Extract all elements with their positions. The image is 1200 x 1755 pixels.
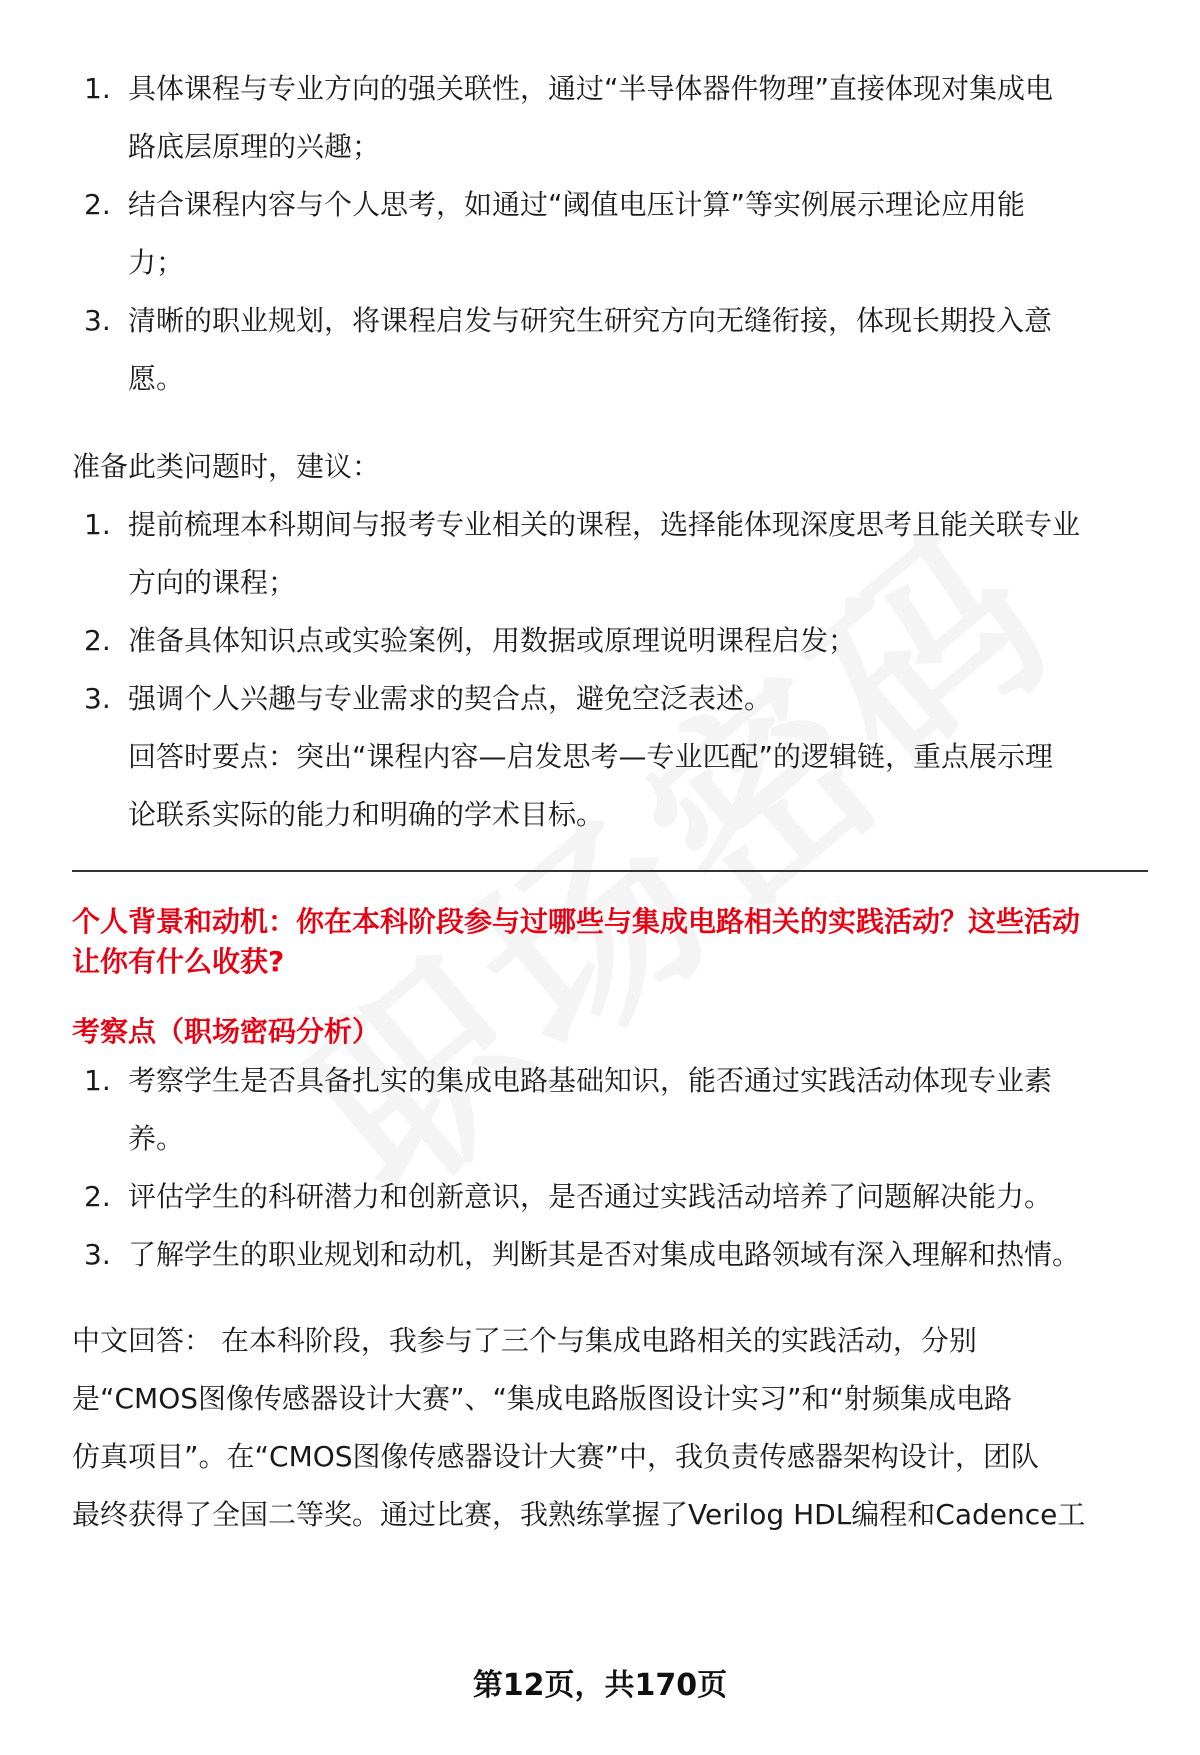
list-number: 2. <box>84 1180 111 1213</box>
list-item <box>72 1168 1148 1226</box>
feature-list <box>72 60 1148 408</box>
answer-line: 是“CMOS图像传感器设计大赛”、“集成电路版图设计实习”和“射频集成电路 <box>72 1382 1013 1415</box>
list-number: 3. <box>84 1238 111 1271</box>
list-number: 2. <box>84 188 111 221</box>
list-text-line: 强调个人兴趣与专业需求的契合点，避免空泛表述。 <box>128 682 773 715</box>
question-line: 让你有什么收获? <box>72 945 285 978</box>
list-number: 3. <box>84 682 111 715</box>
list-item <box>72 1226 1148 1284</box>
list-text-line: 准备具体知识点或实验案例，用数据或原理说明课程启发； <box>128 624 857 657</box>
list-text-line: 结合课程内容与个人思考，如通过“阈值电压计算”等实例展示理论应用能 <box>128 188 1026 221</box>
list-text-line: 养。 <box>128 1122 185 1155</box>
question-heading <box>72 902 1148 982</box>
list-item <box>72 1052 1148 1168</box>
list-number: 2. <box>84 624 111 657</box>
chinese-answer <box>72 1312 1148 1544</box>
advice-lead: 准备此类问题时，建议： <box>72 450 381 483</box>
list-text-line: 具体课程与专业方向的强关联性，通过“半导体器件物理”直接体现对集成电 <box>128 72 1054 105</box>
list-text-line: 愿。 <box>128 362 185 395</box>
list-item <box>72 176 1148 292</box>
list-text-line: 考察学生是否具备扎实的集成电路基础知识，能否通过实践活动体现专业素 <box>128 1064 1053 1097</box>
exam-points-list <box>72 1052 1148 1284</box>
list-item <box>72 670 1148 728</box>
list-text-line: 路底层原理的兴趣； <box>128 130 381 163</box>
advice-list <box>72 496 1148 728</box>
list-number: 3. <box>84 304 111 337</box>
answer-line: 仿真项目”。在“CMOS图像传感器设计大赛”中，我负责传感器架构设计，团队 <box>72 1440 1040 1473</box>
list-text-line: 力； <box>128 246 185 279</box>
list-number: 1. <box>84 1064 111 1097</box>
answer-tip-line: 论联系实际的能力和明确的学术目标。 <box>128 798 605 831</box>
list-number: 1. <box>84 508 111 541</box>
list-text-line: 清晰的职业规划，将课程启发与研究生研究方向无缝衔接，体现长期投入意 <box>128 304 1053 337</box>
list-text-line: 评估学生的科研潜力和创新意识，是否通过实践活动培养了问题解决能力。 <box>128 1180 1053 1213</box>
answer-line: 中文回答： 在本科阶段，我参与了三个与集成电路相关的实践活动，分别 <box>72 1324 977 1357</box>
list-text-line: 提前梳理本科期间与报考专业相关的课程，选择能体现深度思考且能关联专业 <box>128 508 1081 541</box>
list-text-line: 方向的课程； <box>128 566 297 599</box>
answer-line: 最终获得了全国二等奖。通过比赛，我熟练掌握了Verilog HDL编程和Cadence工 <box>72 1498 1086 1531</box>
list-number: 1. <box>84 72 111 105</box>
list-item <box>72 612 1148 670</box>
section-divider <box>72 870 1148 872</box>
question-line: 个人背景和动机：你在本科阶段参与过哪些与集成电路相关的实践活动？这些活动 <box>72 905 1081 938</box>
document-page <box>72 60 1148 1544</box>
page-number: 第12页，共170页 <box>472 1668 728 1703</box>
exam-points-heading: 考察点（职场密码分析） <box>72 1015 381 1048</box>
list-item <box>72 60 1148 176</box>
answer-tip-line: 回答时要点：突出“课程内容—启发思考—专业匹配”的逻辑链，重点展示理 <box>128 740 1054 773</box>
list-text-line: 了解学生的职业规划和动机，判断其是否对集成电路领域有深入理解和热情。 <box>128 1238 1081 1271</box>
list-item <box>72 292 1148 408</box>
list-item <box>72 496 1148 612</box>
